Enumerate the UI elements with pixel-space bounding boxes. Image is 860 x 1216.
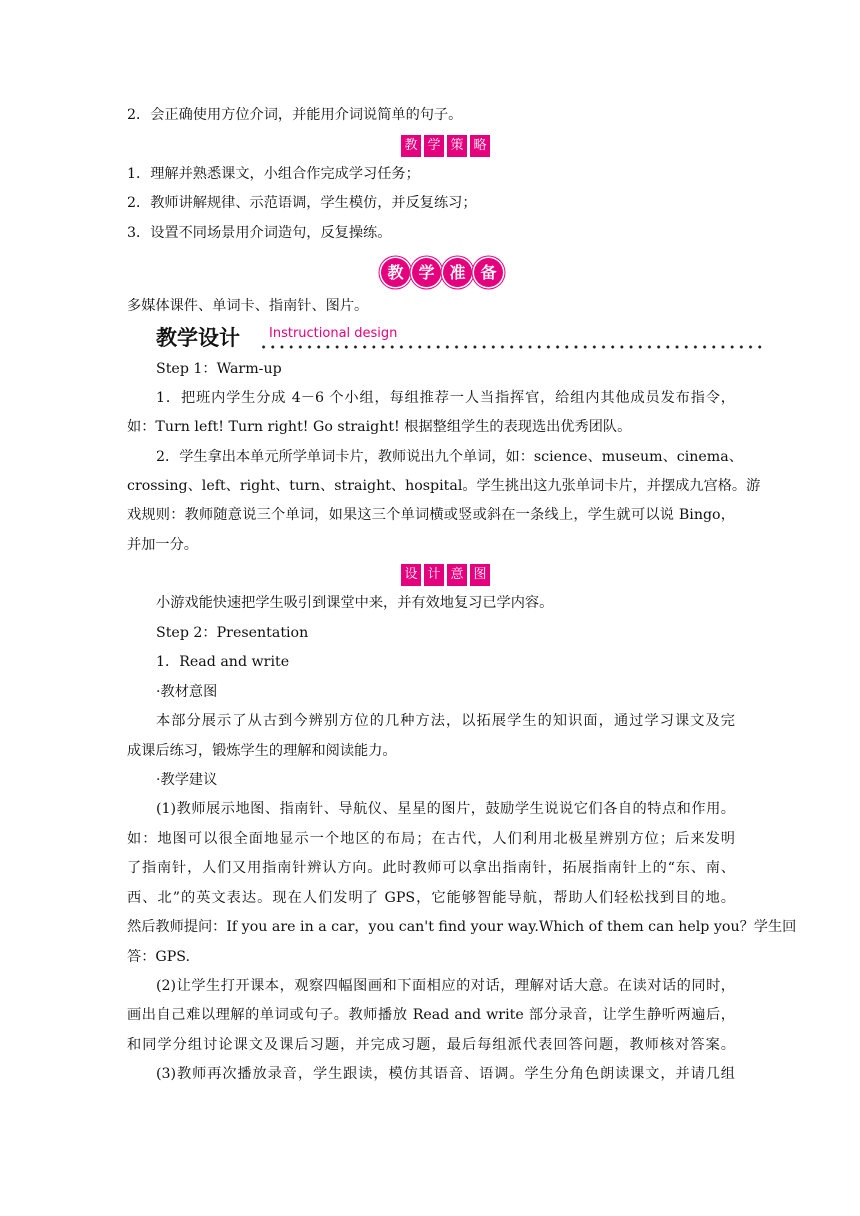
badge-char: 计 <box>424 564 444 586</box>
teaching-suggestion-title: ·教学建议 <box>156 772 218 788</box>
suggestion-1-line-3: 了指南针，人们又用指南针辨认方向。此时教师可以拿出指南针，拓展指南针上的“东、南、 <box>127 860 735 876</box>
badge-char: 教 <box>401 135 421 157</box>
suggestion-1-line-2: 如：地图可以很全面地显示一个地区的布局；在古代，人们利用北极星辨别方位；后来发明 <box>127 831 735 847</box>
design-subheading: Instructional design <box>269 326 398 341</box>
suggestion-2-line-1: (2)让学生打开课本，观察四幅图画和下面相应的对话，理解对话大意。在读对话的同时， <box>156 978 735 994</box>
step-2-heading: Step 2：Presentation <box>156 625 309 641</box>
badge-char: 学 <box>412 258 441 287</box>
strategy-line-1: 1．理解并熟悉课文，小组合作完成学习任务； <box>127 166 420 182</box>
strategy-line-2: 2．教师讲解规律、示范语调，学生模仿，并反复练习； <box>127 195 477 211</box>
suggestion-1-line-6: 答：GPS. <box>127 949 190 965</box>
suggestion-1-line-1: (1)教师展示地图、指南针、导航仪、星星的图片，鼓励学生说说它们各自的特点和作用。 <box>156 801 735 817</box>
badge-char: 学 <box>424 135 444 157</box>
material-intent-line-1: 本部分展示了从古到今辨别方位的几种方法，以拓展学生的知识面，通过学习课文及完 <box>156 713 735 729</box>
material-intent-line-2: 成课后练习，锻炼学生的理解和阅读能力。 <box>127 743 397 759</box>
design-heading: 教学设计 <box>156 326 240 350</box>
badge-char: 教 <box>381 258 410 287</box>
warmup-2-line-3: 戏规则：教师随意说三个单词，如果这三个单词横或竖或斜在一条线上，学生就可以说 Bingo， <box>127 507 735 523</box>
read-and-write-heading: 1．Read and write <box>156 654 290 670</box>
design-intent-badge <box>401 564 490 586</box>
badge-char: 备 <box>474 258 503 287</box>
badge-char: 准 <box>443 258 472 287</box>
design-intent-text: 小游戏能快速把学生吸引到课堂中来，并有效地复习已学内容。 <box>156 595 554 611</box>
badge-char: 策 <box>447 135 467 157</box>
strategy-line-3: 3．设置不同场景用介词造句，反复操练。 <box>127 225 392 241</box>
badge-char: 图 <box>470 564 490 586</box>
badge-char: 意 <box>447 564 467 586</box>
suggestion-3-line-1: (3)教师再次播放录音，学生跟读，模仿其语音、语调。学生分角色朗读课文，并请几组 <box>156 1066 735 1082</box>
teaching-prep-badge <box>381 258 503 287</box>
badge-char: 设 <box>401 564 421 586</box>
warmup-1-line-1: 1．把班内学生分成 4－6 个小组，每组推荐一人当指挥官，给组内其他成员发布指令， <box>156 390 735 406</box>
warmup-1-line-2: 如：Turn left! Turn right! Go straight! 根据整组学生的表现选出优秀团队。 <box>127 419 632 435</box>
suggestion-2-line-2: 画出自己难以理解的单词或句子。教师播放 Read and write 部分录音，让学生静听两遍后， <box>127 1007 735 1023</box>
dotted-divider <box>259 344 765 350</box>
material-intent-title: ·教材意图 <box>156 684 218 700</box>
suggestion-1-line-5: 然后教师提问：If you are in a car，you can't find your way.Which of them can help you？学生回 <box>127 919 797 935</box>
warmup-2-line-4: 并加一分。 <box>127 537 198 553</box>
step-1-heading: Step 1：Warm-up <box>156 361 282 377</box>
teaching-strategy-badge <box>401 135 490 157</box>
goal-line-2: 2．会正确使用方位介词，并能用介词说简单的句子。 <box>127 107 463 123</box>
suggestion-2-line-3: 和同学分组讨论课文及课后习题，并完成习题，最后每组派代表回答问题，教师核对答案。 <box>127 1037 735 1053</box>
prep-materials: 多媒体课件、单词卡、指南针、图片。 <box>127 298 369 314</box>
suggestion-1-line-4: 西、北”的英文表达。现在人们发明了 GPS，它能够智能导航，帮助人们轻松找到目的地。 <box>127 890 735 906</box>
warmup-2-line-1: 2．学生拿出本单元所学单词卡片，教师说出九个单词，如：science、museum、cinema、 <box>156 449 743 465</box>
warmup-2-line-2: crossing、left、right、turn、straight、hospital。学生挑出这九张单词卡片，并摆成九宫格。游 <box>127 478 761 494</box>
badge-char: 略 <box>470 135 490 157</box>
